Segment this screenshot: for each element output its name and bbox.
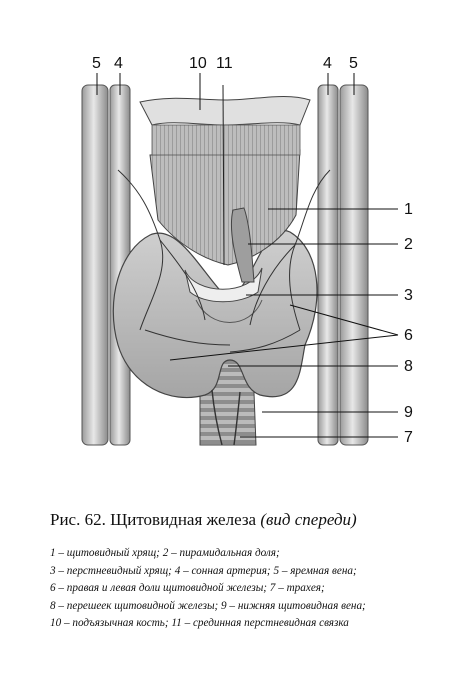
label-4-right: 4 — [323, 55, 332, 72]
label-10: 10 — [189, 55, 207, 72]
label-9: 9 — [404, 404, 413, 421]
legend-line: 3 – перстневидный хрящ; 4 – сонная артерия; 5 – яремная вена; — [50, 564, 357, 577]
label-2: 2 — [404, 236, 413, 253]
figure-caption — [50, 510, 357, 530]
label-7: 7 — [404, 429, 413, 446]
label-5-right: 5 — [349, 55, 358, 72]
label-5-left: 5 — [92, 55, 101, 72]
legend-line: 8 – перешеек щитовидной железы; 9 – нижняя щитовидная вена; — [50, 599, 366, 612]
figure-legend — [50, 545, 450, 633]
label-8: 8 — [404, 358, 413, 375]
label-11: 11 — [216, 55, 233, 72]
legend-line: 1 – щитовидный хрящ; 2 – пирамидальная доля; — [50, 547, 280, 559]
legend-line: 6 – правая и левая доли щитовидной железы; 7 – трахея; — [50, 582, 325, 595]
caption-subtitle: (вид спереди) — [260, 510, 357, 529]
left-jugular-vein — [82, 85, 108, 445]
right-jugular-vein — [340, 85, 368, 445]
right-carotid-artery — [318, 85, 338, 445]
legend-line: 10 – подъязычная кость; 11 – срединная перстневидная связка — [50, 617, 349, 630]
label-1: 1 — [404, 201, 413, 218]
caption-main: Рис. 62. Щитовидная железа — [50, 510, 257, 529]
label-3: 3 — [404, 287, 413, 304]
label-4-left: 4 — [114, 55, 123, 72]
label-6: 6 — [404, 327, 413, 344]
hyoid-bone — [140, 96, 310, 155]
